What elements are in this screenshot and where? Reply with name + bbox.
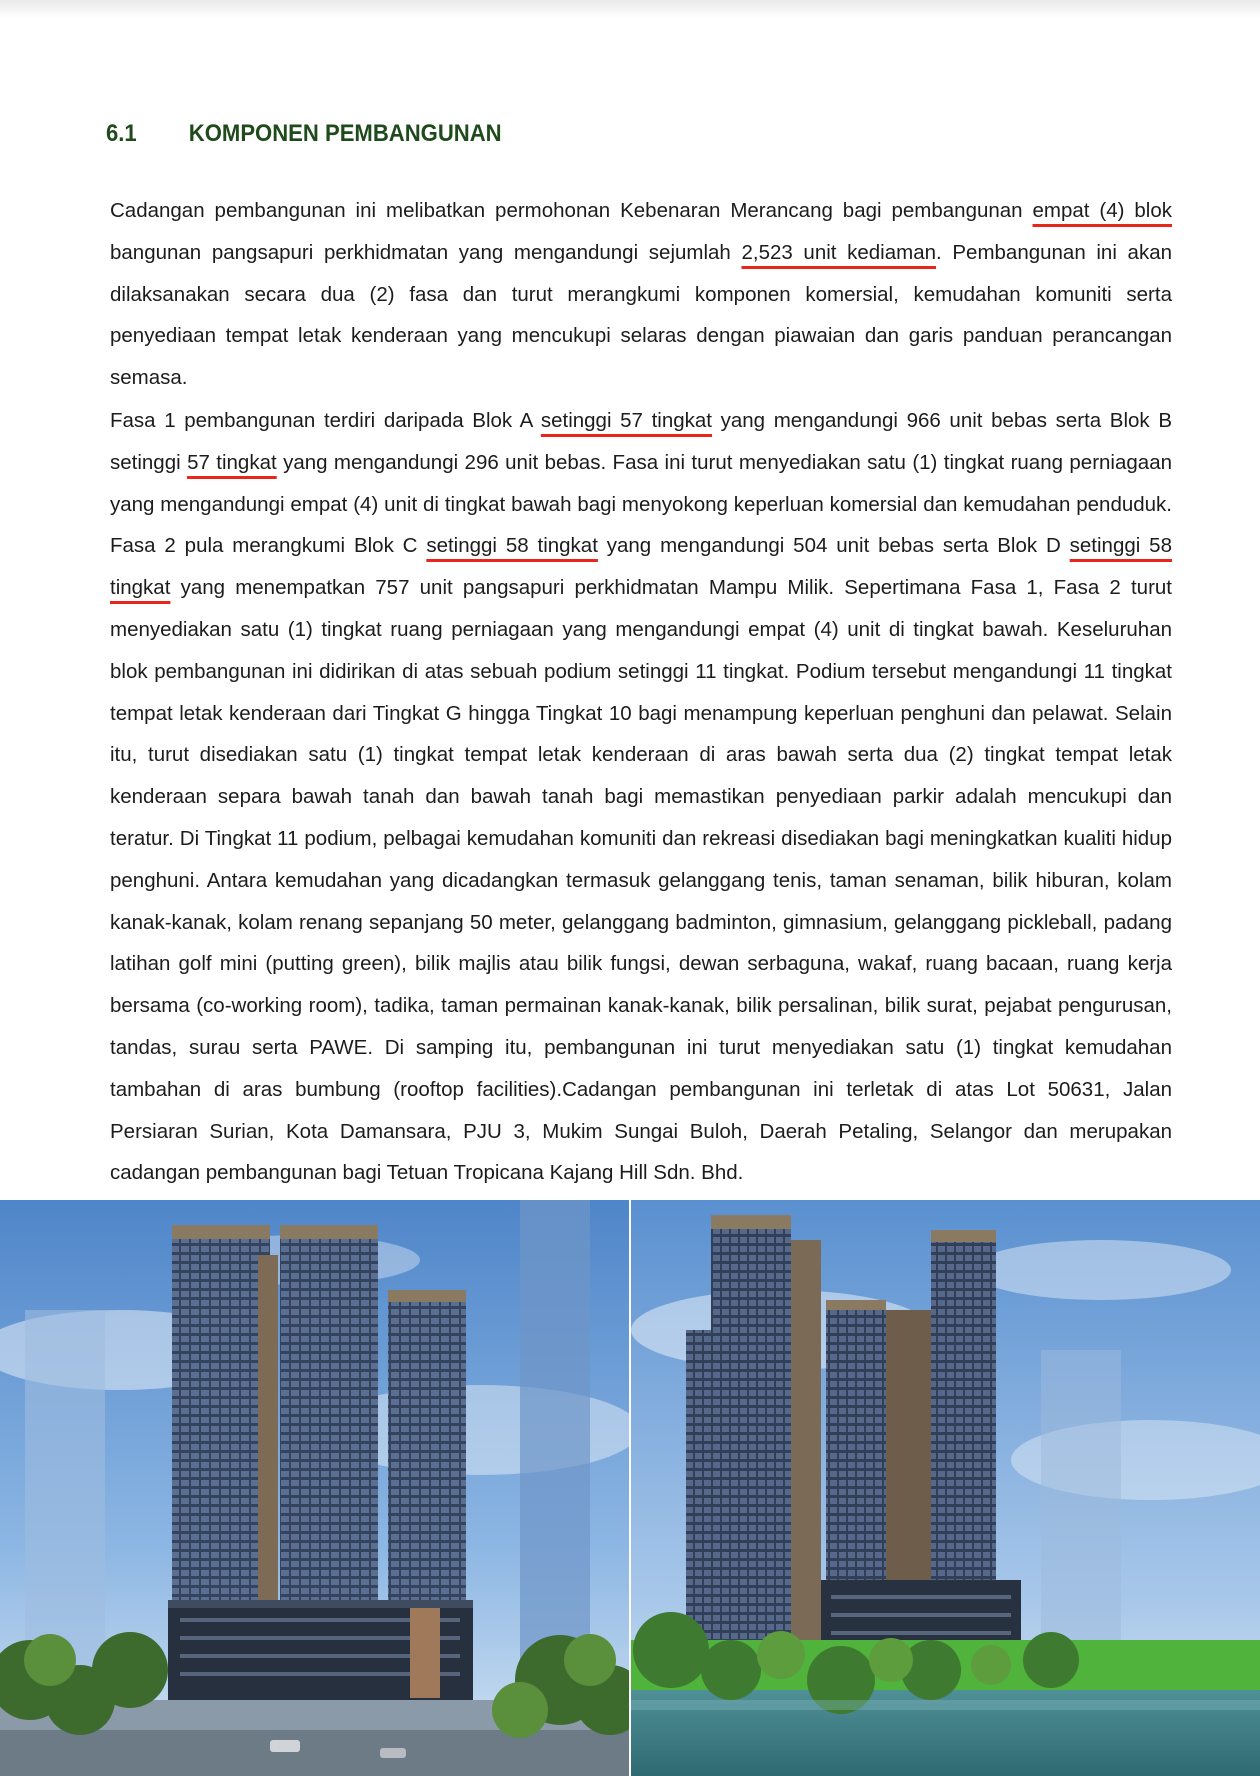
building-render-left	[0, 1200, 629, 1776]
underlined-block-c-height: setinggi 58 tingkat	[426, 534, 598, 558]
underlined-block-b-height: 57 tingkat	[187, 450, 277, 474]
underlined-block-a-height: setinggi 57 tingkat	[540, 409, 712, 432]
text-run: yang menempatkan 757 unit pangsapuri perkhidmatan Mampu Milik. Sepertimana Fasa 1, Fasa 2 turut menyediakan satu (1) tingkat ruang perniagaan yang mengandungi empat (4) unit di tingkat bawah. Keseluruhan blok pembangunan ini didirikan di atas sebuah podium setinggi 11 tingkat. Podium tersebut mengandungi 11 tingkat tempat letak kenderaan dari Tingkat G hingga Tingkat 10 bagi menampung keperluan penghuni dan pelawat. Selain itu, turut disediakan satu (1) tingkat tempat letak kenderaan di aras bawah serta dua (2) tingkat tempat letak kenderaan separa bawah tanah dan bawah tanah bagi memastikan penyediaan parkir adalah mencukupi dan teratur. Di Tingkat 11 podium, pelbagai kemudahan komuniti dan rekreasi disediakan bagi meningkatkan kualiti hidup penghuni. Antara kemudahan yang dicadangkan termasuk gelanggang tenis, taman senaman, bilik hiburan, kolam kanak-kanak, kolam renang sepanjang 50 meter, gelanggang badminton, gimnasium, gelanggang pickleball, padang latihan golf mini (putting green), bilik majlis atau bilik fungsi, dewan serbaguna, wakaf, ruang bacaan, ruang kerja bersama (co-working room), tadika, taman permainan kanak-kanak, bilik persalinan, bilik surat, pejabat pengurusan, tandas, surau serta PAWE. Di samping itu, pembangunan ini turut menyediakan satu (1) tingkat kemudahan tambahan di aras bumbung (rooftop facilities).Cadangan pembangunan ini terletak di atas Lot 50631, Jalan Persiaran Surian, Kota Damansara, PJU 3, Mukim Sungai Buloh, Daerah Petaling, Selangor dan merupakan cadangan pembangunan bagi Tetuan Tropicana Kajang Hill Sdn. Bhd.	[110, 576, 1172, 1185]
underlined-block-d-height: setinggi 58 tingkat	[110, 534, 1172, 600]
text-run: yang mengandungi 296 unit bebas. Fasa ini turut menyediakan satu (1) tingkat ruang perniagaan yang mengandungi empat (4) unit di tingkat bawah bagi menyokong keperluan komersial dan kemudahan penduduk. Fasa 2 pula merangkumi Blok C	[110, 450, 1172, 558]
building-render-right	[631, 1200, 1260, 1776]
page-top-shadow	[0, 0, 1260, 18]
text-run: . Pembangunan ini akan dilaksanakan secara dua (2) fasa dan turut merangkumi komponen komersial, kemudahan komuniti serta penyediaan tempat letak kenderaan yang mencukupi selaras dengan piawaian dan garis panduan perancangan semasa.	[110, 240, 1172, 390]
text-run: yang mengandungi 966 unit bebas serta Blok B setinggi	[110, 409, 1172, 474]
section-number: 6.1	[106, 120, 137, 147]
text-run: Cadangan pembangunan ini melibatkan permohonan Kebenaran Merancang bagi pembangunan	[110, 199, 1033, 222]
paragraph-phases	[110, 400, 1172, 1194]
underlined-unit-count: 2,523 unit kediaman	[741, 240, 937, 264]
underlined-block-count: empat (4) blok	[1032, 199, 1173, 222]
text-run: yang mengandungi 504 unit bebas serta Blok D	[597, 534, 1070, 558]
text-run: Fasa 1 pembangunan terdiri daripada Blok A	[110, 409, 541, 432]
section-title: KOMPONEN PEMBANGUNAN	[188, 120, 502, 147]
text-run: bangunan pangsapuri perkhidmatan yang mengandungi sejumlah	[110, 240, 742, 264]
render-images	[0, 1200, 1260, 1776]
section-heading	[106, 120, 502, 148]
paragraph-overview	[110, 190, 1172, 399]
